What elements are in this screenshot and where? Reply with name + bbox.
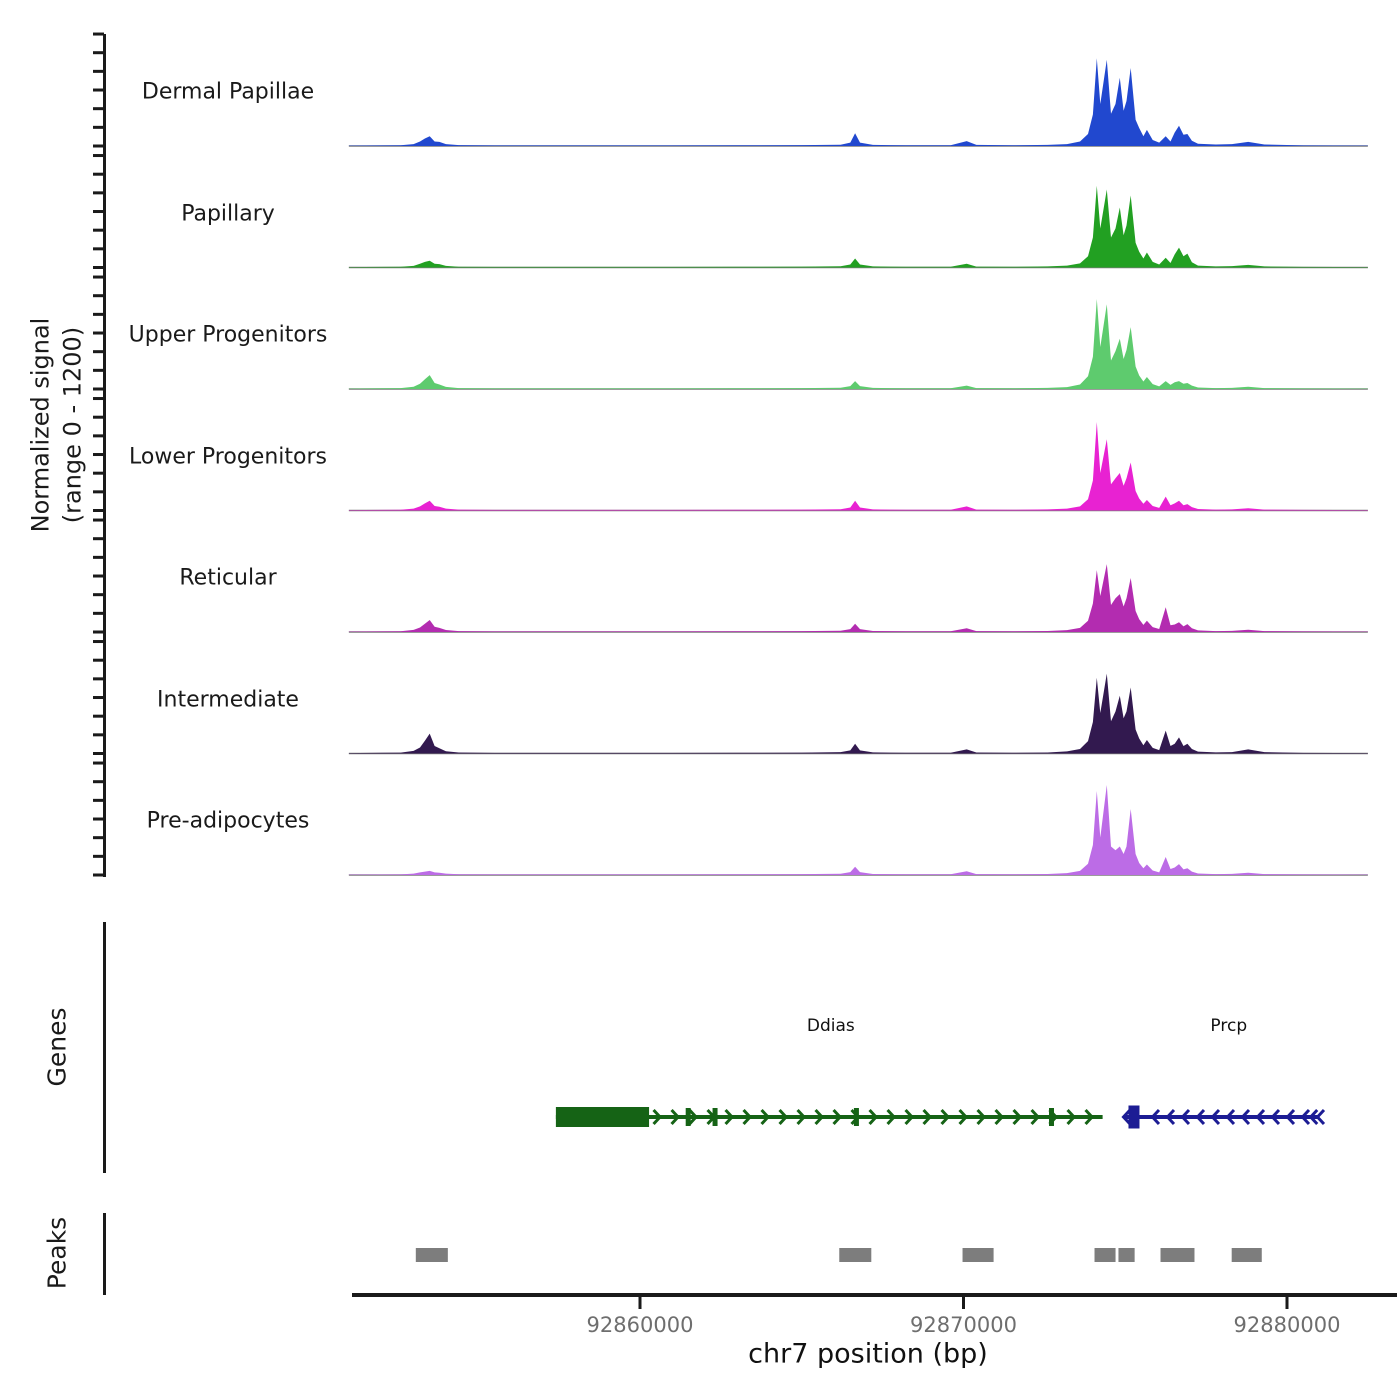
signal-axis-tick — [93, 313, 104, 316]
signal-axis-tick — [93, 397, 104, 400]
signal-axis-tick — [93, 780, 104, 783]
gene-model-ddias-exon — [556, 1107, 649, 1127]
peak-region — [963, 1248, 994, 1262]
signal-axis-tick — [93, 145, 104, 148]
track-label: Papillary — [181, 201, 275, 226]
signal-axis-tick — [93, 107, 104, 110]
signal-axis-tick — [93, 416, 104, 419]
signal-axis-tick — [93, 509, 104, 512]
track-label: Pre-adipocytes — [146, 808, 310, 834]
peak-region — [1118, 1248, 1134, 1262]
signal-axis-tick — [93, 247, 104, 250]
signal-track-area-intermediate — [349, 674, 1368, 754]
signal-axis-tick — [93, 855, 104, 858]
signal-axis-tick — [93, 733, 104, 736]
signal-axis-tick — [93, 762, 104, 765]
genes-section-bracket — [103, 922, 106, 1173]
y-axis-label — [25, 318, 88, 533]
signal-axis-tick — [93, 89, 104, 92]
x-axis-tick — [1286, 1297, 1289, 1309]
x-axis-tick — [639, 1297, 642, 1309]
y-axis-label-line2: (range 0 - 1200) — [58, 326, 86, 524]
y-axis-label-line1: Normalized signal — [26, 317, 55, 533]
signal-axis-tick — [93, 490, 104, 493]
x-tick-label: 92880000 — [1233, 1313, 1341, 1337]
signal-axis-tick — [93, 836, 104, 839]
genes-section-label: Genes — [42, 1007, 72, 1087]
signal-axis-tick — [93, 294, 104, 297]
signal-axis-tick — [93, 677, 104, 680]
signal-axis-tick — [93, 33, 104, 36]
peak-region — [416, 1248, 448, 1262]
signal-axis-tick — [93, 640, 104, 643]
signal-axis-tick — [93, 472, 104, 475]
signal-axis-tick — [93, 266, 104, 269]
signal-axis-tick — [93, 631, 104, 634]
gene-model-ddias-label: Ddias — [806, 1016, 855, 1036]
track-label: Lower Progenitors — [129, 444, 327, 469]
signal-axis-tick — [93, 210, 104, 213]
signal-axis-tick — [93, 350, 104, 353]
peak-region — [839, 1248, 871, 1262]
track-label: Dermal Papillae — [141, 79, 315, 105]
peaks-section-label: Peaks — [42, 1216, 72, 1290]
signal-track-area-reticular — [349, 564, 1368, 632]
gene-model-prcp-exon — [1128, 1106, 1139, 1129]
signal-axis-tick — [93, 369, 104, 372]
signal-axis-tick — [93, 874, 104, 877]
signal-track-area-lower-progenitors — [349, 422, 1368, 511]
x-axis-line — [352, 1293, 1397, 1297]
signal-axis-tick — [93, 453, 104, 456]
track-label: Reticular — [179, 565, 277, 591]
signal-axis-tick — [93, 276, 104, 279]
x-tick-label: 92870000 — [910, 1313, 1017, 1337]
signal-axis-tick — [93, 51, 104, 54]
signal-axis-tick — [93, 575, 104, 578]
signal-track-area-pre-adipocytes — [349, 785, 1368, 875]
peak-region — [1095, 1248, 1116, 1262]
x-axis-tick — [962, 1297, 965, 1309]
signal-axis-tick — [93, 537, 104, 540]
signal-track-area-upper-progenitors — [349, 299, 1368, 389]
signal-axis-tick — [93, 556, 104, 559]
signal-axis-tick — [93, 715, 104, 718]
peak-region — [1161, 1248, 1195, 1262]
signal-axis-tick — [93, 612, 104, 615]
signal-track-area-papillary — [349, 186, 1368, 268]
signal-axis-tick — [93, 696, 104, 699]
peaks-section-bracket — [103, 1213, 106, 1295]
x-axis-title: chr7 position (bp) — [748, 1338, 988, 1370]
signal-axis-tick — [93, 752, 104, 755]
x-tick-label: 92860000 — [586, 1313, 694, 1337]
signal-axis-tick — [93, 126, 104, 129]
signal-axis-tick — [93, 332, 104, 335]
track-label: Intermediate — [157, 687, 299, 712]
signal-axis-tick — [93, 229, 104, 232]
gene-model-prcp-strand-arrow — [1317, 1110, 1324, 1124]
signal-axis-tick — [93, 818, 104, 821]
gene-model-prcp-label: Prcp — [1210, 1016, 1248, 1036]
signal-track-area-dermal-papillae — [349, 58, 1368, 146]
signal-axis-tick — [93, 154, 104, 157]
signal-axis-tick — [93, 799, 104, 802]
signal-axis-tick — [93, 388, 104, 391]
signal-axis-tick — [93, 519, 104, 522]
signal-axis-tick — [93, 191, 104, 194]
signal-axis-tick — [93, 70, 104, 73]
track-label: Upper Progenitors — [128, 322, 328, 348]
signal-axis-tick — [93, 593, 104, 596]
signal-axis-tick — [93, 659, 104, 662]
signal-axis-tick — [93, 434, 104, 437]
signal-axis-tick — [93, 173, 104, 176]
peak-region — [1232, 1248, 1262, 1262]
